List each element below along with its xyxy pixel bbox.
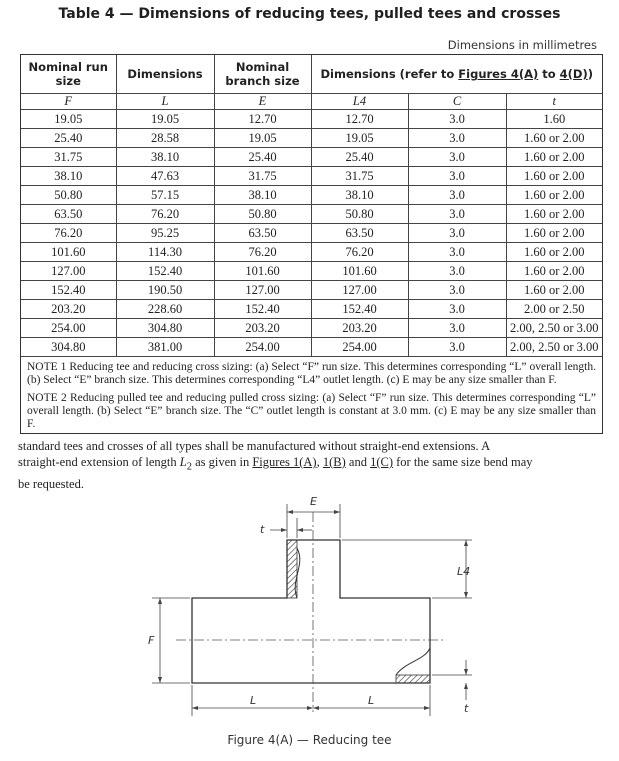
table-title: Table 4 — Dimensions of reducing tees, pulled tees and crosses [58, 6, 561, 22]
table-cell: 228.60 [116, 300, 214, 319]
body-paragraph: standard tees and crosses of all types shall be manufactured without straight-end extensions. A straight-end extension of length $L_2$ as given in Figures 1(A), 1(B) and 1(C) for the same size bend may be requested. [18, 439, 533, 491]
table-cell: 50.80 [311, 205, 408, 224]
table-cell: 76.20 [116, 205, 214, 224]
label-l-right: L [368, 694, 375, 707]
table-cell: 3.0 [408, 129, 506, 148]
label-e: E [310, 495, 317, 508]
symbol-t: t [506, 94, 602, 110]
table-cell: 2.00 or 2.50 [506, 300, 602, 319]
table-cell: 203.20 [214, 319, 311, 338]
table-cell: 57.15 [116, 186, 214, 205]
link-figure-1c[interactable]: 1(C) [370, 455, 393, 469]
table-cell: 31.75 [21, 148, 116, 167]
table-cell: 254.00 [21, 319, 116, 338]
table-cell: 203.20 [21, 300, 116, 319]
table-cell: 3.0 [408, 110, 506, 129]
symbol-l: L [116, 94, 214, 110]
table-cell: 3.0 [408, 338, 506, 357]
table-cell: 1.60 [506, 110, 602, 129]
header-refer-figures: Dimensions (refer to Figures 4(A) to 4(D)) [311, 55, 602, 94]
table-cell: 1.60 or 2.00 [506, 148, 602, 167]
label-t-top: t [260, 523, 265, 536]
symbol-f: F [21, 94, 116, 110]
table-cell: 152.40 [214, 300, 311, 319]
table-cell: 3.0 [408, 186, 506, 205]
link-figure-4d[interactable]: 4(D) [559, 67, 588, 81]
table-cell: 1.60 or 2.00 [506, 129, 602, 148]
label-l-left: L [250, 694, 257, 707]
table-cell: 1.60 or 2.00 [506, 167, 602, 186]
header-branch-size: Nominal branch size [214, 55, 311, 94]
table-cell: 127.00 [214, 281, 311, 300]
table-cell: 101.60 [21, 243, 116, 262]
table-cell: 1.60 or 2.00 [506, 281, 602, 300]
label-t-bottom: t [464, 702, 469, 715]
units-note: Dimensions in millimetres [447, 38, 597, 52]
table-cell: 12.70 [311, 110, 408, 129]
table-cell: 28.58 [116, 129, 214, 148]
table-cell: 95.25 [116, 224, 214, 243]
symbol-l4: L4 [311, 94, 408, 110]
table-cell: 63.50 [21, 205, 116, 224]
table-cell: 1.60 or 2.00 [506, 224, 602, 243]
run-wall-hatch [396, 675, 430, 683]
table-cell: 3.0 [408, 281, 506, 300]
table-cell: 190.50 [116, 281, 214, 300]
table-cell: 1.60 or 2.00 [506, 243, 602, 262]
table-cell: 1.60 or 2.00 [506, 205, 602, 224]
table-cell: 152.40 [116, 262, 214, 281]
table-cell: 304.80 [116, 319, 214, 338]
table-cell: 381.00 [116, 338, 214, 357]
label-f: F [148, 634, 155, 647]
note-1: NOTE 1 Reducing tee and reducing cross sizing: (a) Select “F” run size. This determines corresponding “L” overall length. (b) Select “E” branch size. This determines corresponding “L4” outlet length. (c) E may be any size smaller than F. [27, 361, 596, 386]
link-figure-1a[interactable]: Figures 1(A) [252, 455, 317, 469]
table-cell: 19.05 [311, 129, 408, 148]
tee-outline [192, 540, 430, 683]
symbol-c: C [408, 94, 506, 110]
table-cell: 50.80 [214, 205, 311, 224]
table-cell: 152.40 [311, 300, 408, 319]
table-cell: 19.05 [21, 110, 116, 129]
table-cell: 254.00 [311, 338, 408, 357]
table-cell: 3.0 [408, 300, 506, 319]
table-cell: 3.0 [408, 205, 506, 224]
table-cell: 1.60 or 2.00 [506, 186, 602, 205]
label-l4: L4 [457, 565, 471, 578]
link-figure-4a[interactable]: Figures 4(A) [458, 67, 539, 81]
table-cell: 304.80 [21, 338, 116, 357]
table-cell: 3.0 [408, 319, 506, 338]
header-dimensions: Dimensions [116, 55, 214, 94]
table-cell: 2.00, 2.50 or 3.00 [506, 319, 602, 338]
table-cell: 47.63 [116, 167, 214, 186]
table-cell: 38.10 [311, 186, 408, 205]
table-cell: 101.60 [311, 262, 408, 281]
header-run-size: Nominal run size [21, 55, 116, 94]
table-cell: 31.75 [311, 167, 408, 186]
table-cell: 127.00 [21, 262, 116, 281]
table-cell: 101.60 [214, 262, 311, 281]
table-cell: 38.10 [116, 148, 214, 167]
note-2: NOTE 2 Reducing pulled tee and reducing pulled cross sizing: (a) Select “F” run size. This determines corresponding “L” overall length. (b) Select “E” branch size. The “C” outlet length is constant at 3.0 mm. (c) E may be any size smaller than F. [27, 392, 596, 430]
table-cell: 114.30 [116, 243, 214, 262]
table-cell: 3.0 [408, 148, 506, 167]
run-break-line [396, 648, 430, 675]
table-cell: 19.05 [116, 110, 214, 129]
table-cell: 1.60 or 2.00 [506, 262, 602, 281]
table-cell: 3.0 [408, 262, 506, 281]
table-cell: 12.70 [214, 110, 311, 129]
link-figure-1b[interactable]: 1(B) [322, 455, 346, 469]
table-cell: 76.20 [21, 224, 116, 243]
table-cell: 19.05 [214, 129, 311, 148]
table-cell: 63.50 [311, 224, 408, 243]
figure-caption: Figure 4(A) — Reducing tee [227, 733, 392, 747]
table-cell: 152.40 [21, 281, 116, 300]
table-cell: 3.0 [408, 224, 506, 243]
table-cell: 76.20 [311, 243, 408, 262]
table-cell: 25.40 [21, 129, 116, 148]
table-cell: 25.40 [311, 148, 408, 167]
table-cell: 38.10 [214, 186, 311, 205]
table-cell: 25.40 [214, 148, 311, 167]
symbol-e: E [214, 94, 311, 110]
table-cell: 3.0 [408, 243, 506, 262]
table-cell: 50.80 [21, 186, 116, 205]
table-cell: 76.20 [214, 243, 311, 262]
table-cell: 3.0 [408, 167, 506, 186]
table-cell: 127.00 [311, 281, 408, 300]
table-cell: 254.00 [214, 338, 311, 357]
table-cell: 31.75 [214, 167, 311, 186]
table-cell: 38.10 [21, 167, 116, 186]
table-cell: 2.00, 2.50 or 3.00 [506, 338, 602, 357]
table-cell: 203.20 [311, 319, 408, 338]
table-cell: 63.50 [214, 224, 311, 243]
